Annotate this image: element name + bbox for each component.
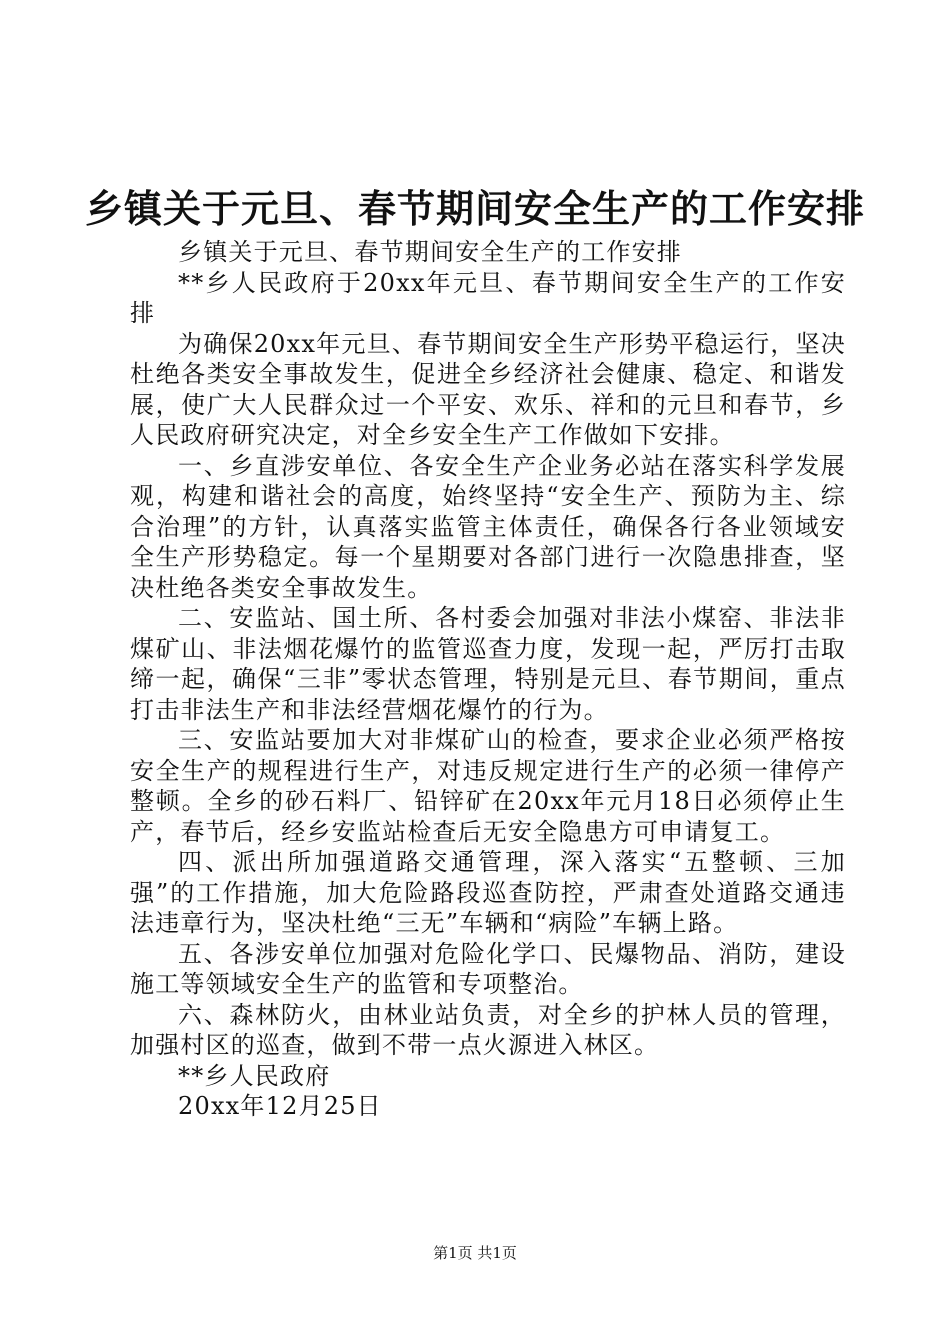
item-paragraph-6: 六、森林防火，由林业站负责，对全乡的护林人员的管理，加强村区的巡查，做到不带一点火源进入林区。 [130, 1000, 846, 1059]
document-body [130, 237, 846, 1122]
page-footer: 第1页 共1页 [433, 1244, 517, 1262]
item-paragraph-2: 二、安监站、国土所、各村委会加强对非法小煤窑、非法非煤矿山、非法烟花爆竹的监管巡查力度，发现一起，严厉打击取缔一起，确保“三非”零状态管理，特别是元旦、春节期间，重点打击非法生产和非法经营烟花爆竹的行为。 [130, 604, 846, 724]
signature-organization: **乡人民政府 [178, 1061, 331, 1090]
item-paragraph-5: 五、各涉安单位加强对危险化学口、民爆物品、消防，建设施工等领域安全生产的监管和专项整治。 [130, 939, 846, 998]
intro-paragraph: 为确保20xx年元旦、春节期间安全生产形势平稳运行，坚决杜绝各类安全事故发生，促进全乡经济社会健康、稳定、和谐发展，使广大人民群众过一个平安、欢乐、祥和的元旦和春节，乡人民政府研究决定，对全乡安全生产工作做如下安排。 [130, 329, 846, 449]
item-paragraph-4: 四、派出所加强道路交通管理，深入落实“五整顿、三加强”的工作措施，加大危险路段巡查防控，严肃查处道路交通违法违章行为，坚决杜绝“三无”车辆和“病险”车辆上路。 [130, 848, 846, 937]
signature-date: 20xx年12月25日 [178, 1092, 382, 1120]
item-paragraph-3: 三、安监站要加大对非煤矿山的检查，要求企业必须严格按安全生产的规程进行生产，对违反规定进行生产的必须一律停产整顿。全乡的砂石料厂、铅锌矿在20xx年元月18日必须停止生产，春节后，经乡安监站检查后无安全隐患方可申请复工。 [130, 726, 846, 846]
document-title: 乡镇关于元旦、春节期间安全生产的工作安排 [84, 187, 865, 231]
heading-paragraph: **乡人民政府于20xx年元旦、春节期间安全生产的工作安排 [130, 268, 846, 327]
item-paragraph-1: 一、乡直涉安单位、各安全生产企业务必站在落实科学发展观，构建和谐社会的高度，始终坚持“安全生产、预防为主、综合治理”的方针，认真落实监管主体责任，确保各行各业领域安全生产形势稳定。每一个星期要对各部门进行一次隐患排查，坚决杜绝各类安全事故发生。 [130, 451, 846, 602]
subtitle-paragraph: 乡镇关于元旦、春节期间安全生产的工作安排 [178, 238, 682, 266]
